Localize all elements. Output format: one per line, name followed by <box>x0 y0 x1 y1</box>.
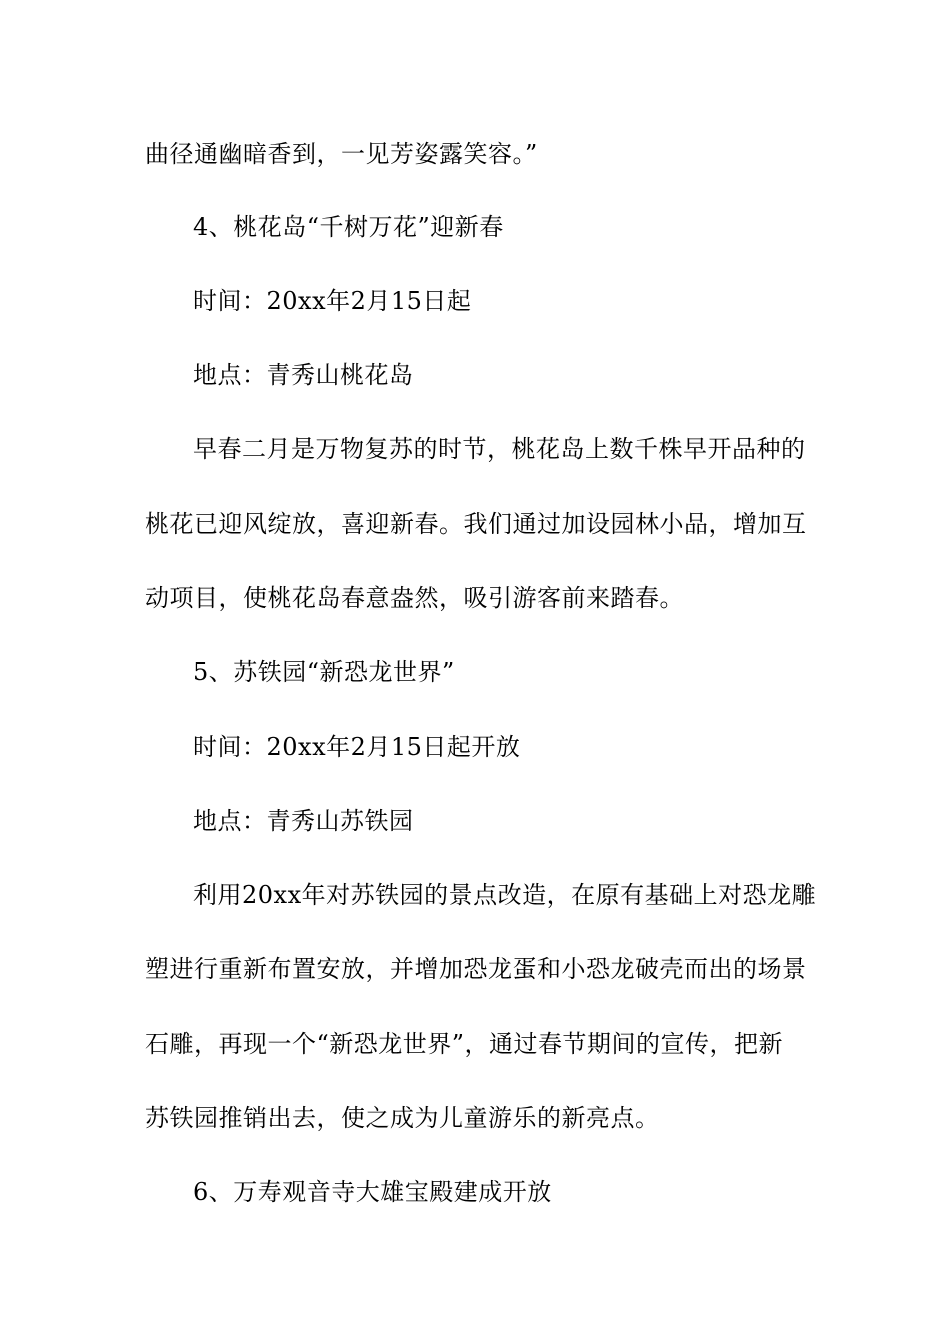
section-5-paragraph-line-1: 利用20xx年对苏铁园的景点改造，在原有基础上对恐龙雕 <box>193 881 817 909</box>
section-5-paragraph-line-4: 苏铁园推销出去，使之成为儿童游乐的新亮点。 <box>145 1104 660 1132</box>
section-4-paragraph-line-1: 早春二月是万物复苏的时节，桃花岛上数千株早开品种的 <box>193 435 806 463</box>
section-4-paragraph-line-2: 桃花已迎风绽放，喜迎新春。我们通过加设园林小品，增加互 <box>145 510 807 538</box>
section-5-heading: 5、苏铁园“新恐龙世界” <box>193 658 455 686</box>
section-5-paragraph-line-2: 塑进行重新布置安放，并增加恐龙蛋和小恐龙破壳而出的场景 <box>145 955 807 983</box>
section-6-heading: 6、万寿观音寺大雄宝殿建成开放 <box>193 1178 552 1206</box>
section-4-paragraph-line-3: 动项目，使桃花岛春意盎然，吸引游客前来踏春。 <box>145 584 684 612</box>
section-4-time: 时间：20xx年2月15日起 <box>193 287 472 315</box>
section-4-heading: 4、桃花岛“千树万花”迎新春 <box>193 213 504 241</box>
poem-closing-line: 曲径通幽暗香到，一见芳姿露笑容。” <box>145 140 538 168</box>
section-5-time: 时间：20xx年2月15日起开放 <box>193 733 521 761</box>
section-4-location: 地点：青秀山桃花岛 <box>193 361 414 389</box>
section-5-location: 地点：青秀山苏铁园 <box>193 807 414 835</box>
section-5-paragraph-line-3: 石雕，再现一个“新恐龙世界”，通过春节期间的宣传，把新 <box>145 1030 784 1058</box>
